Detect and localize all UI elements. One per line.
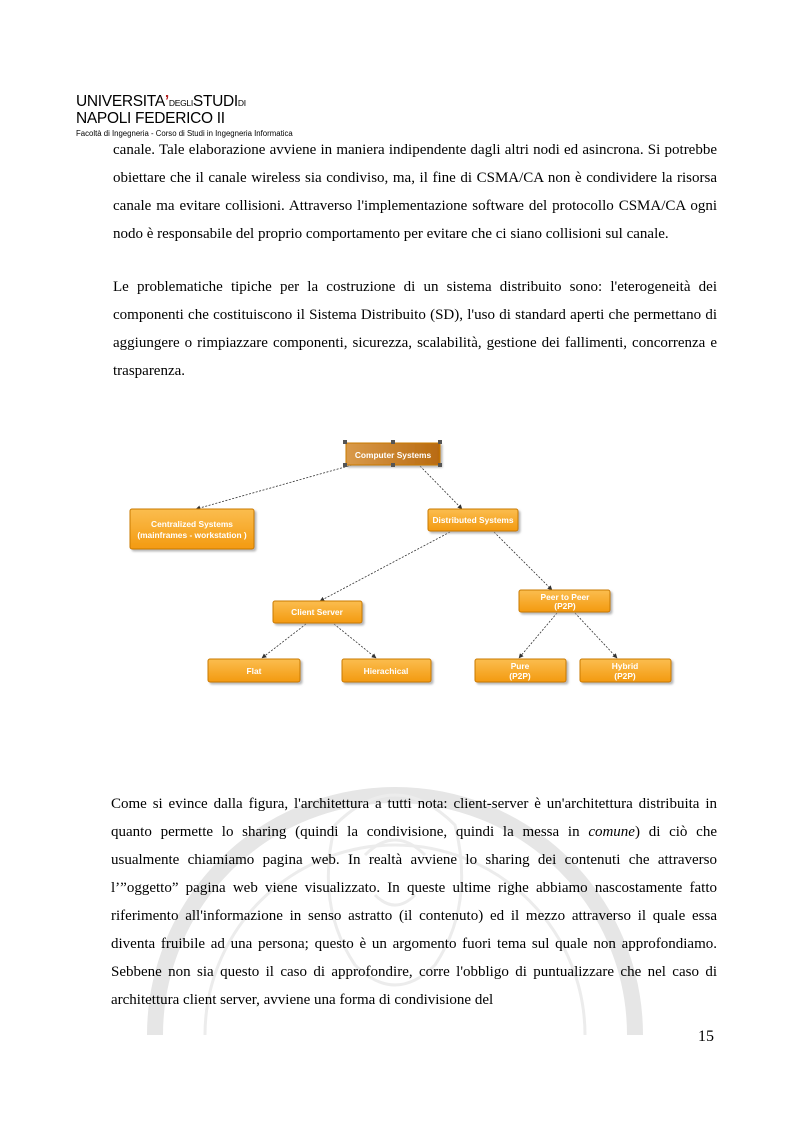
node-centralized-label-2: (mainframes - workstation )	[137, 530, 247, 540]
edge-root-centralized	[196, 465, 352, 509]
university-di-text: DI	[237, 98, 246, 108]
node-p2p-label-2: (P2P)	[554, 601, 576, 611]
node-hybrid-label-1: Hybrid	[611, 661, 639, 671]
paragraph-problems-text: Le problematiche tipiche per la costruzione di un sistema distribuito sono: l'eterogeneità dei componenti che costituiscono il Sistema Distribuito (SD), l'uso di standard aperti che permettano di aggiungere o rimpiazzare componenti, sicurezza, scalabilità, gestione dei fallimenti, concorrenza e trasparenza.	[113, 279, 717, 379]
node-centralized-label-1: Centralized Systems	[151, 519, 233, 529]
university-apostrophe: ’	[164, 93, 169, 110]
node-hierarchical-label: Hierachical	[363, 666, 409, 676]
node-distributed-systems	[428, 509, 518, 531]
edge-p2p-hybrid	[575, 613, 617, 658]
university-name-line2: NAPOLI FEDERICO II	[76, 110, 225, 127]
edge-clientserver-hierarchical	[334, 624, 376, 658]
node-client-server	[273, 601, 362, 623]
faculty-subtitle: Facoltà di Ingegneria - Corso di Studi in Ingegneria Informatica	[76, 129, 293, 138]
edge-clientserver-flat	[262, 624, 306, 658]
node-centralized-systems	[130, 509, 254, 549]
node-pure-label-1: Pure	[510, 661, 530, 671]
node-pure-label-2: (P2P)	[509, 671, 531, 681]
university-name-text: UNIVERSITA	[76, 93, 165, 110]
node-hybrid	[580, 659, 671, 682]
paragraph-client-server	[111, 790, 717, 1014]
node-computer-systems	[346, 443, 440, 465]
node-computer-systems-label: Computer Systems	[354, 450, 432, 460]
node-distributed-label: Distributed Systems	[432, 515, 514, 525]
node-flat-label: Flat	[246, 666, 262, 676]
page-number: 15	[698, 1028, 714, 1045]
node-p2p-label-1: Peer to Peer	[540, 592, 590, 602]
paragraph-client-server-emphasis: comune	[588, 824, 635, 840]
paragraph-csma-text: canale. Tale elaborazione avviene in maniera indipendente dagli altri nodi ed asincrona. Si potrebbe obiettare che il canale wireless sia condiviso, ma, il fine di CSMA/CA non è condividere la risorsa canale ma evitare collisioni. Attraverso l'implementazione software del protocollo CSMA/CA ogni nodo è responsabile del proprio comportamento per evitare che ci siano collisioni sul canale.	[113, 142, 717, 242]
edge-p2p-pure	[519, 613, 557, 658]
node-flat	[208, 659, 300, 682]
edge-distributed-clientserver	[320, 532, 450, 601]
node-client-server-label: Client Server	[291, 607, 343, 617]
node-hybrid-label-2: (P2P)	[614, 671, 636, 681]
paragraph-client-server-part-b: ) di ciò che usualmente chiamiamo pagina web. In realtà avviene lo sharing dei contenuti che attraverso l’”oggetto” pagina web viene visualizzato. In queste ultime righe abbiamo nascostamente fatto riferimento all'informazione in senso astratto (il contenuto) ed il mezzo attraverso il quale essa diventa fruibile ad una persona; questo è un argomento fuori tema sul quale non approfondiamo. Sebbene non sia questo il caso di approfondire, corre l'obbligo di puntualizzare che nel caso di architettura client server, avviene una forma di condivisione del	[111, 824, 717, 1008]
university-degli-text: DEGLI	[168, 98, 193, 108]
edge-distributed-p2p	[494, 532, 552, 590]
node-peer-to-peer	[519, 590, 610, 612]
paragraph-client-server-text	[111, 790, 717, 1014]
node-hierarchical	[342, 659, 431, 682]
edge-root-distributed	[420, 466, 462, 509]
node-pure	[475, 659, 566, 682]
university-studi-text: STUDI	[192, 93, 238, 110]
paragraph-client-server-part-a: Come si evince dalla figura, l'architettura a tutti nota: client-server è un'architettura distribuita in quanto permette lo sharing (quindi la condivisione, quindi la messa in	[111, 796, 717, 840]
